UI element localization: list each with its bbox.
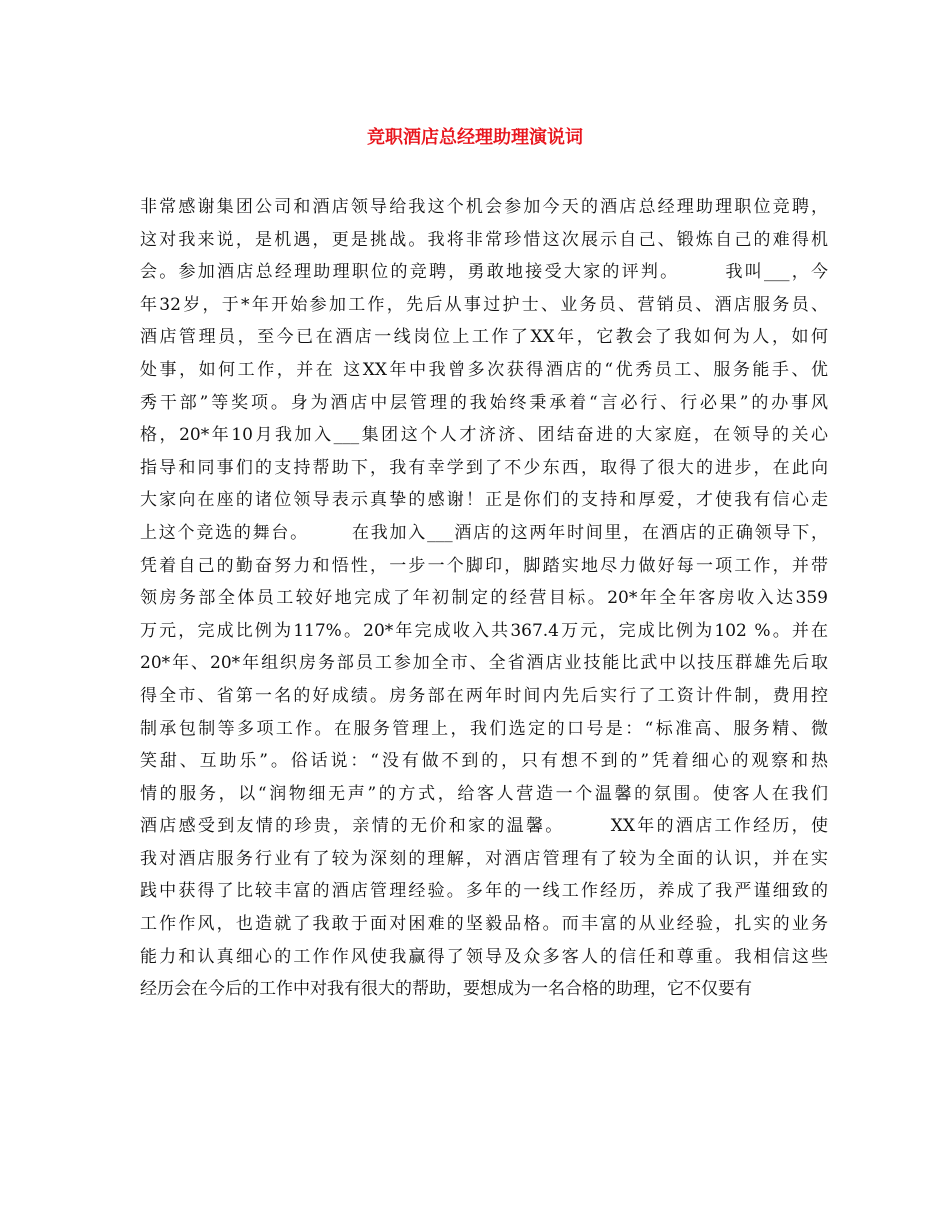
body-line: 践中获得了比较丰富的酒店管理经验。多年的一线工作经历，养成了我严谨细致的	[140, 881, 828, 902]
body-line: 酒店管理员，至今已在酒店一线岗位上工作了XX年，它教会了我如何为人，如何	[140, 327, 828, 348]
body-line: 领房务部全体员工较好地完成了年初制定的经营目标。20*年全年客房收入达359	[140, 588, 828, 609]
body-line: 情的服务，以“润物细无声”的方式，给客人营造一个温馨的氛围。使客人在我们	[140, 783, 828, 804]
body-line: 笑甜、互助乐”。俗话说：“没有做不到的，只有想不到的”凭着细心的观察和热	[140, 751, 828, 772]
body-line: 得全市、省第一名的好成绩。房务部在两年时间内先后实行了工资计件制，费用控	[140, 685, 828, 706]
body-line: 这对我来说，是机遇，更是挑战。我将非常珍惜这次展示自己、锻炼自己的难得机	[140, 229, 828, 250]
document-body	[140, 191, 828, 1006]
body-line: 能力和认真细心的工作作风使我赢得了领导及众多客人的信任和尊重。我相信这些	[140, 946, 828, 967]
body-line: 酒店感受到友情的珍贵，亲情的无价和家的温馨。 XX年的酒店工作经历，使	[140, 816, 828, 837]
body-line: 经历会在今后的工作中对我有很大的帮助，要想成为一名合格的助理，它不仅要有	[140, 979, 752, 1000]
body-line: 非常感谢集团公司和酒店领导给我这个机会参加今天的酒店总经理助理职位竞聘，	[140, 197, 828, 217]
body-line: 制承包制等多项工作。在服务管理上，我们选定的口号是：“标准高、服务精、微	[140, 718, 828, 739]
body-line: 工作作风，也造就了我敢于面对困难的坚毅品格。而丰富的从业经验，扎实的业务	[140, 914, 828, 935]
body-line: 凭着自己的勤奋努力和悟性，一步一个脚印，脚踏实地尽力做好每一项工作，并带	[140, 555, 828, 576]
body-line: 我对酒店服务行业有了较为深刻的理解，对酒店管理有了较为全面的认识，并在实	[140, 848, 828, 869]
body-line: 格，20*年10月我加入___集团这个人才济济、团结奋进的大家庭，在领导的关心	[140, 425, 828, 446]
body-line: 秀干部”等奖项。身为酒店中层管理的我始终秉承着“言必行、行必果”的办事风	[140, 392, 828, 413]
body-line: 会。参加酒店总经理助理职位的竞聘，勇敢地接受大家的评判。 我叫___，今	[140, 262, 828, 283]
body-line: 年32岁，于*年开始参加工作，先后从事过护士、业务员、营销员、酒店服务员、	[140, 294, 828, 315]
body-line: 指导和同事们的支持帮助下，我有幸学到了不少东西，取得了很大的进步，在此向	[140, 457, 828, 478]
body-line: 处事，如何工作，并在 这XX年中我曾多次获得酒店的“优秀员工、服务能手、优	[140, 359, 828, 380]
body-line: 20*年、20*年组织房务部员工参加全市、全省酒店业技能比武中以技压群雄先后取	[140, 653, 828, 674]
body-line: 上这个竞选的舞台。 在我加入___酒店的这两年时间里，在酒店的正确领导下，	[140, 522, 828, 543]
body-line: 万元，完成比例为117%。20*年完成收入共367.4万元，完成比例为102 %。并在	[140, 620, 828, 641]
document-title: 竞职酒店总经理助理演说词	[367, 127, 583, 148]
body-line: 大家向在座的诸位领导表示真挚的感谢！正是你们的支持和厚爱，才使我有信心走	[140, 490, 828, 511]
